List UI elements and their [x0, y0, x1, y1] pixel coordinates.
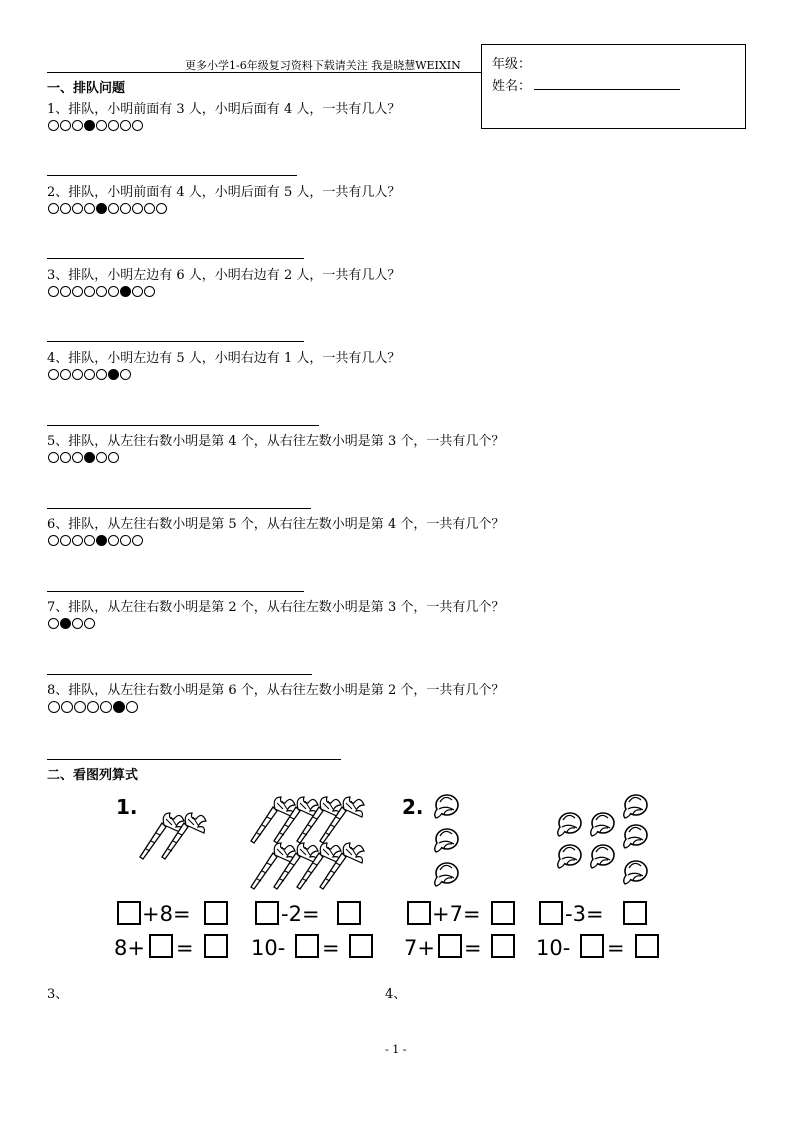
panel1-eq1-op: +8=: [142, 902, 191, 926]
carrot-group-small: [140, 813, 206, 859]
answer-line[interactable]: [47, 341, 304, 342]
answer-line[interactable]: [47, 674, 312, 675]
page-number: - 1 -: [385, 1043, 407, 1056]
name-field-line[interactable]: [534, 89, 680, 90]
question-text: 5、排队，从左往右数小明是第 4 个，从右往左数小明是第 3 个，一共有几个？: [47, 434, 505, 449]
answer-box[interactable]: [492, 935, 514, 957]
answer-line[interactable]: [47, 508, 311, 509]
answer-box[interactable]: [338, 902, 360, 924]
xiaoming-dot: [84, 452, 95, 463]
person-dot: [84, 535, 95, 546]
person-dot: [72, 618, 83, 629]
person-dot: [61, 701, 73, 713]
person-dot: [48, 120, 59, 131]
section1-title: 一、排队问题: [47, 81, 126, 96]
person-dot: [100, 701, 112, 713]
answer-box[interactable]: [205, 902, 227, 924]
answer-box[interactable]: [624, 902, 646, 924]
answer-box[interactable]: [492, 902, 514, 924]
question3-label: 3、: [47, 987, 69, 1002]
panel2-number: 2.: [402, 795, 424, 819]
panel2-eq3-op: -3=: [565, 902, 604, 926]
answer-box[interactable]: [296, 935, 318, 957]
queue-dots: [48, 120, 143, 131]
queue-dots: [48, 203, 167, 214]
student-info-box: [481, 44, 746, 129]
answer-box[interactable]: [118, 902, 140, 924]
person-dot: [84, 618, 95, 629]
person-dot: [84, 369, 95, 380]
queue-dots: [48, 286, 155, 297]
person-dot: [72, 535, 83, 546]
answer-box[interactable]: [350, 935, 372, 957]
person-dot: [72, 203, 83, 214]
person-dot: [120, 535, 131, 546]
person-dot: [132, 286, 143, 297]
panel1-eq4-left: 10-: [251, 936, 286, 960]
person-dot: [72, 286, 83, 297]
person-dot: [60, 286, 71, 297]
xiaoming-dot: [84, 120, 95, 131]
person-dot: [72, 120, 83, 131]
person-dot: [108, 286, 119, 297]
queue-dots: [48, 369, 131, 380]
cabbage-column: [435, 795, 458, 886]
person-dot: [48, 286, 59, 297]
person-dot: [108, 452, 119, 463]
panel1-eq3-op: -2=: [281, 902, 320, 926]
question-text: 6、排队，从左往右数小明是第 5 个，从右往左数小明是第 4 个，一共有几个？: [47, 517, 505, 532]
answer-line[interactable]: [47, 425, 319, 426]
header-rule: [47, 72, 497, 73]
question-text: 3、排队，小明左边有 6 人，小明右边有 2 人，一共有几人？: [47, 268, 401, 283]
person-dot: [87, 701, 99, 713]
answer-box[interactable]: [581, 935, 603, 957]
xiaoming-dot: [96, 203, 107, 214]
person-dot: [126, 701, 138, 713]
person-dot: [72, 452, 83, 463]
grade-label: 年级：: [492, 57, 532, 72]
answer-line[interactable]: [47, 175, 297, 176]
person-dot: [72, 369, 83, 380]
person-dot: [96, 286, 107, 297]
person-dot: [96, 369, 107, 380]
question-text: 8、排队，从左往右数小明是第 6 个，从右往左数小明是第 2 个，一共有几个？: [47, 683, 505, 698]
question-text: 7、排队，从左往右数小明是第 2 个，从右往左数小明是第 3 个，一共有几个？: [47, 600, 505, 615]
panel1-eq4-eq: =: [322, 936, 340, 960]
question-text: 4、排队，小明左边有 5 人，小明右边有 1 人，一共有几人？: [47, 351, 401, 366]
panel1-eq2-left: 8+: [114, 936, 145, 960]
question4-label: 4、: [385, 987, 407, 1002]
panel2-eq2-eq: =: [464, 936, 482, 960]
answer-box[interactable]: [408, 902, 430, 924]
answer-box[interactable]: [150, 935, 172, 957]
answer-box[interactable]: [636, 935, 658, 957]
person-dot: [60, 535, 71, 546]
person-dot: [120, 369, 131, 380]
person-dot: [156, 203, 167, 214]
person-dot: [132, 535, 143, 546]
question-text: 2、排队，小明前面有 4 人，小明后面有 5 人，一共有几人？: [47, 185, 401, 200]
panel2-eq4-left: 10-: [536, 936, 571, 960]
answer-line[interactable]: [47, 258, 304, 259]
person-dot: [120, 120, 131, 131]
person-dot: [48, 369, 59, 380]
answer-box[interactable]: [256, 902, 278, 924]
person-dot: [60, 452, 71, 463]
xiaoming-dot: [96, 535, 107, 546]
person-dot: [60, 120, 71, 131]
person-dot: [108, 535, 119, 546]
panel2-eq2-left: 7+: [404, 936, 435, 960]
carrot-group-large: [251, 797, 364, 889]
person-dot: [132, 120, 143, 131]
person-dot: [84, 203, 95, 214]
answer-line[interactable]: [47, 591, 304, 592]
person-dot: [96, 120, 107, 131]
person-dot: [48, 452, 59, 463]
panel1-eq2-eq: =: [176, 936, 194, 960]
xiaoming-dot: [60, 618, 71, 629]
person-dot: [60, 203, 71, 214]
person-dot: [108, 120, 119, 131]
cabbage-group-large: [558, 795, 647, 884]
person-dot: [48, 618, 59, 629]
queue-dots: [48, 535, 143, 546]
xiaoming-dot: [108, 369, 119, 380]
queue-dots: [48, 701, 138, 713]
answer-box[interactable]: [205, 935, 227, 957]
answer-line[interactable]: [47, 759, 341, 760]
person-dot: [144, 203, 155, 214]
xiaoming-dot: [120, 286, 131, 297]
panel2-eq4-eq: =: [607, 936, 625, 960]
panel2-eq1-op: +7=: [432, 902, 481, 926]
person-dot: [48, 203, 59, 214]
question-text: 1、排队，小明前面有 3 人，小明后面有 4 人，一共有几人？: [47, 102, 401, 117]
section2-title: 二、看图列算式: [47, 768, 139, 783]
queue-dots: [48, 452, 119, 463]
person-dot: [48, 701, 60, 713]
picture-equations-figure: [110, 785, 670, 965]
person-dot: [60, 369, 71, 380]
person-dot: [96, 452, 107, 463]
xiaoming-dot: [113, 701, 125, 713]
panel1-number: 1.: [116, 795, 138, 819]
answer-box[interactable]: [439, 935, 461, 957]
person-dot: [48, 535, 59, 546]
name-label: 姓名：: [492, 79, 532, 94]
header-text: 更多小学1-6年级复习资料下载请关注 我是晓慧WEIXIN: [185, 59, 461, 72]
answer-box[interactable]: [540, 902, 562, 924]
queue-dots: [48, 618, 95, 629]
person-dot: [74, 701, 86, 713]
person-dot: [108, 203, 119, 214]
person-dot: [84, 286, 95, 297]
person-dot: [132, 203, 143, 214]
person-dot: [120, 203, 131, 214]
person-dot: [144, 286, 155, 297]
